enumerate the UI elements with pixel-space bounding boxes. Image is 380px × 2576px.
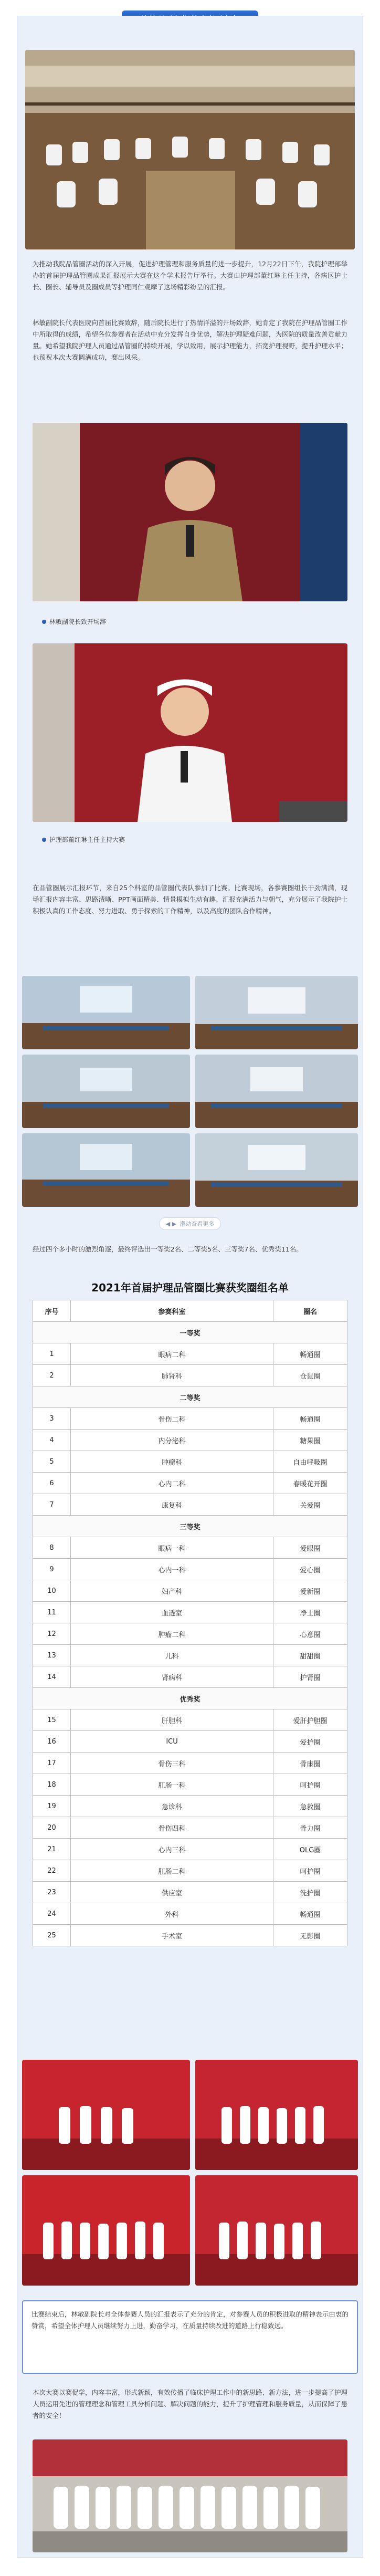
- ceremony-photo-2: [195, 2060, 358, 2170]
- presentation-photo-1: [22, 976, 190, 1049]
- cell-circle-name: 护肾圈: [273, 1666, 347, 1688]
- cell-department: 心内二科: [70, 1473, 273, 1494]
- cell-department: 眼病二科: [70, 1343, 273, 1365]
- cell-circle-name: 急救圈: [273, 1796, 347, 1817]
- cell-index: 11: [33, 1602, 71, 1623]
- table-row: [33, 1666, 347, 1688]
- cell-index: 12: [33, 1623, 71, 1645]
- cell-department: 肿瘤科: [70, 1451, 273, 1473]
- closing-remarks-box: [22, 2300, 358, 2374]
- award-section-label: 二等奖: [33, 1386, 347, 1408]
- cell-circle-name: 畅通圈: [273, 1903, 347, 1925]
- cell-index: 19: [33, 1796, 71, 1817]
- cell-index: 17: [33, 1753, 71, 1774]
- cell-department: 骨伤四科: [70, 1817, 273, 1839]
- cell-circle-name: 骨力圈: [273, 1817, 347, 1839]
- cell-department: 肿瘤二科: [70, 1623, 273, 1645]
- award-table-title: 2021年首届护理品管圈比赛获奖圈组名单: [91, 1281, 289, 1294]
- header-circle-name: 圈名: [273, 1300, 347, 1322]
- cell-circle-name: 呵护圈: [273, 1774, 347, 1796]
- cell-index: 5: [33, 1451, 71, 1473]
- swipe-hint-text: 滑动查看更多: [180, 1221, 215, 1227]
- cell-circle-name: 爱肝护胆圈: [273, 1709, 347, 1731]
- award-section-row: [33, 1516, 347, 1537]
- table-row: [33, 1494, 347, 1516]
- cell-department: 康复科: [70, 1494, 273, 1516]
- award-section-label: 优秀奖: [33, 1688, 347, 1709]
- cell-index: 23: [33, 1882, 71, 1903]
- cell-index: 25: [33, 1925, 71, 1946]
- table-row: [33, 1580, 347, 1602]
- cell-department: 儿科: [70, 1645, 273, 1666]
- cell-index: 8: [33, 1537, 71, 1559]
- table-row: [33, 1903, 347, 1925]
- cell-circle-name: 甜甜圈: [273, 1645, 347, 1666]
- cell-department: 肛肠一科: [70, 1774, 273, 1796]
- presentation-photo-6: [195, 1133, 358, 1207]
- cell-department: 妇产科: [70, 1580, 273, 1602]
- swipe-arrow-icon: ◀ ▶: [165, 1220, 177, 1227]
- cell-circle-name: 呵护圈: [273, 1860, 347, 1882]
- table-row: [33, 1925, 347, 1946]
- award-section-row: [33, 1322, 347, 1343]
- cell-department: 血透室: [70, 1602, 273, 1623]
- cell-index: 24: [33, 1903, 71, 1925]
- cell-index: 16: [33, 1731, 71, 1753]
- paragraph-summary: 本次大赛以赛促学，内容丰富，形式新颖，有效传播了临床护理工作中的新思路、新方法，进一步提高了护理人员运用先进的管理理念和管理工具分析问题、解决问题的能力，提升了护理管理和服务质量，从而保障了患者的安全！: [33, 2389, 348, 2419]
- award-table: [33, 1300, 347, 1946]
- cell-circle-name: 爱眼圈: [273, 1537, 347, 1559]
- caption-vice-president: [42, 617, 106, 626]
- paragraph-intro: 为推动我院品管圈活动的深入开展，促进护理管理和服务质量的进一步提升，12月22日下午，我院护理部举办的首届护理品管圈成果汇报展示大赛在这个学术报告厅举行。大赛由护理部董红琳主任主持，各病区护士长、圈长、辅导员及圈成员等护理同仁观摩了这场精彩纷呈的汇报。: [33, 260, 347, 291]
- table-row: [33, 1839, 347, 1860]
- group-photo: [33, 2439, 347, 2552]
- cell-circle-name: 爱新圈: [273, 1580, 347, 1602]
- cell-department: 骨伤二科: [70, 1408, 273, 1430]
- presentation-photo-4: [195, 1055, 358, 1128]
- table-row: [33, 1817, 347, 1839]
- table-row: [33, 1559, 347, 1580]
- table-row: [33, 1645, 347, 1666]
- table-row: [33, 1796, 347, 1817]
- table-row: [33, 1343, 347, 1365]
- cell-circle-name: 糖果圈: [273, 1430, 347, 1451]
- paragraph-closing-remarks: 比赛结束后，林敏副院长对全体参赛人员的汇报表示了充分的肯定，对参赛人员的积极进取的精神表示由衷的赞赏，希望全体护理人员继续努力上进，勤奋学习，在质量持续改进的道路上行稳致远。: [31, 2310, 349, 2330]
- ceremony-photo-4: [195, 2175, 358, 2286]
- cell-department: 骨伤三科: [70, 1753, 273, 1774]
- vice-president-photo: [33, 423, 347, 601]
- cell-index: 14: [33, 1666, 71, 1688]
- paragraph-competition: 在品管圈展示汇报环节，来自25个科室的品管圈代表队参加了比赛。比赛现场，各参赛圈组长干劲满满，现场汇报内容丰富、思路清晰、PPT画面精美、情景模拟生动有趣、汇报充满活力与朝气，充分展示了我院护士积极认真的工作态度、努力进取、勇于探索的工作精神，以及高度的团队合作精神。: [33, 884, 347, 915]
- cell-index: 4: [33, 1430, 71, 1451]
- paragraph-results: 经过四个多小时的激烈角逐，最终评选出一等奖2名、二等奖5名、三等奖7名、优秀奖11名。: [33, 1245, 303, 1253]
- cell-index: 6: [33, 1473, 71, 1494]
- cell-circle-name: 净土圈: [273, 1602, 347, 1623]
- table-row: [33, 1451, 347, 1473]
- cell-index: 7: [33, 1494, 71, 1516]
- ceremony-photo-3: [22, 2175, 190, 2286]
- caption-dot-icon: [42, 838, 46, 842]
- table-row: [33, 1774, 347, 1796]
- cell-index: 9: [33, 1559, 71, 1580]
- table-row: [33, 1860, 347, 1882]
- table-row: [33, 1473, 347, 1494]
- table-row: [33, 1753, 347, 1774]
- table-row: [33, 1537, 347, 1559]
- table-row: [33, 1430, 347, 1451]
- cell-department: 肝胆科: [70, 1709, 273, 1731]
- table-row: [33, 1882, 347, 1903]
- cell-circle-name: 仓鼠圈: [273, 1365, 347, 1386]
- ceremony-photo-1: [22, 2060, 190, 2170]
- award-section-row: [33, 1688, 347, 1709]
- caption-dot-icon: [42, 620, 46, 624]
- award-section-row: [33, 1386, 347, 1408]
- cell-index: 15: [33, 1709, 71, 1731]
- presentation-photo-2: [195, 976, 358, 1049]
- cell-department: 外科: [70, 1903, 273, 1925]
- cell-circle-name: 畅通圈: [273, 1343, 347, 1365]
- paragraph-opening: 林敏副院长代表医院向首届比赛致辞，随后院长进行了热情洋溢的开场致辞，她肯定了我院在护理品管圈工作中所取得的成绩，希望各位参赛者在活动中充分发挥自身优势，解决护理疑难问题，为医院的质量改善贡献力量。她希望我院护理人员通过品管圈的持续开展，学以致用，展示护理能力，拓宽护理视野，提升护理水平；也预祝本次大赛圆满成功，赛出风采。: [33, 319, 348, 361]
- cell-index: 2: [33, 1365, 71, 1386]
- cell-index: 13: [33, 1645, 71, 1666]
- cell-circle-name: 心意圈: [273, 1623, 347, 1645]
- caption-text: 护理部董红琳主任主持大赛: [49, 836, 125, 843]
- cell-circle-name: 春暖花开圈: [273, 1473, 347, 1494]
- cell-circle-name: OLG圈: [273, 1839, 347, 1860]
- caption-text: 林敏副院长致开场辞: [49, 618, 107, 625]
- cell-department: 心内一科: [70, 1559, 273, 1580]
- cell-circle-name: 无影圈: [273, 1925, 347, 1946]
- award-section-label: 三等奖: [33, 1516, 347, 1537]
- cell-index: 22: [33, 1860, 71, 1882]
- table-row: [33, 1623, 347, 1645]
- presentation-photo-3: [22, 1055, 190, 1128]
- presentation-photo-5: [22, 1133, 190, 1207]
- table-row: [33, 1408, 347, 1430]
- header-index: 序号: [33, 1300, 71, 1322]
- cell-department: 肾病科: [70, 1666, 273, 1688]
- cell-department: 手术室: [70, 1925, 273, 1946]
- cell-circle-name: 关爱圈: [273, 1494, 347, 1516]
- cell-department: 急诊科: [70, 1796, 273, 1817]
- swipe-hint[interactable]: [0, 1217, 380, 1230]
- cell-index: 21: [33, 1839, 71, 1860]
- cell-index: 10: [33, 1580, 71, 1602]
- caption-nursing-director: [42, 835, 125, 844]
- cell-circle-name: 爱心圈: [273, 1559, 347, 1580]
- cell-circle-name: 洗护圈: [273, 1882, 347, 1903]
- cell-circle-name: 畅通圈: [273, 1408, 347, 1430]
- cell-department: 眼病一科: [70, 1537, 273, 1559]
- cell-index: 20: [33, 1817, 71, 1839]
- nursing-director-photo: [33, 643, 347, 822]
- cell-index: 3: [33, 1408, 71, 1430]
- cell-circle-name: 骨康圈: [273, 1753, 347, 1774]
- cell-department: ICU: [70, 1731, 273, 1753]
- table-row: [33, 1365, 347, 1386]
- award-section-label: 一等奖: [33, 1322, 347, 1343]
- meeting-hall-photo: [25, 50, 355, 249]
- cell-department: 心内三科: [70, 1839, 273, 1860]
- table-row: [33, 1709, 347, 1731]
- cell-circle-name: 自由呼吸圈: [273, 1451, 347, 1473]
- table-row: [33, 1602, 347, 1623]
- cell-department: 内分泌科: [70, 1430, 273, 1451]
- cell-department: 供应室: [70, 1882, 273, 1903]
- header-department: 参赛科室: [70, 1300, 273, 1322]
- cell-department: 肺肾科: [70, 1365, 273, 1386]
- cell-department: 肛肠二科: [70, 1860, 273, 1882]
- cell-index: 1: [33, 1343, 71, 1365]
- award-table-header: [33, 1300, 347, 1322]
- cell-index: 18: [33, 1774, 71, 1796]
- table-row: [33, 1731, 347, 1753]
- cell-circle-name: 爱护圈: [273, 1731, 347, 1753]
